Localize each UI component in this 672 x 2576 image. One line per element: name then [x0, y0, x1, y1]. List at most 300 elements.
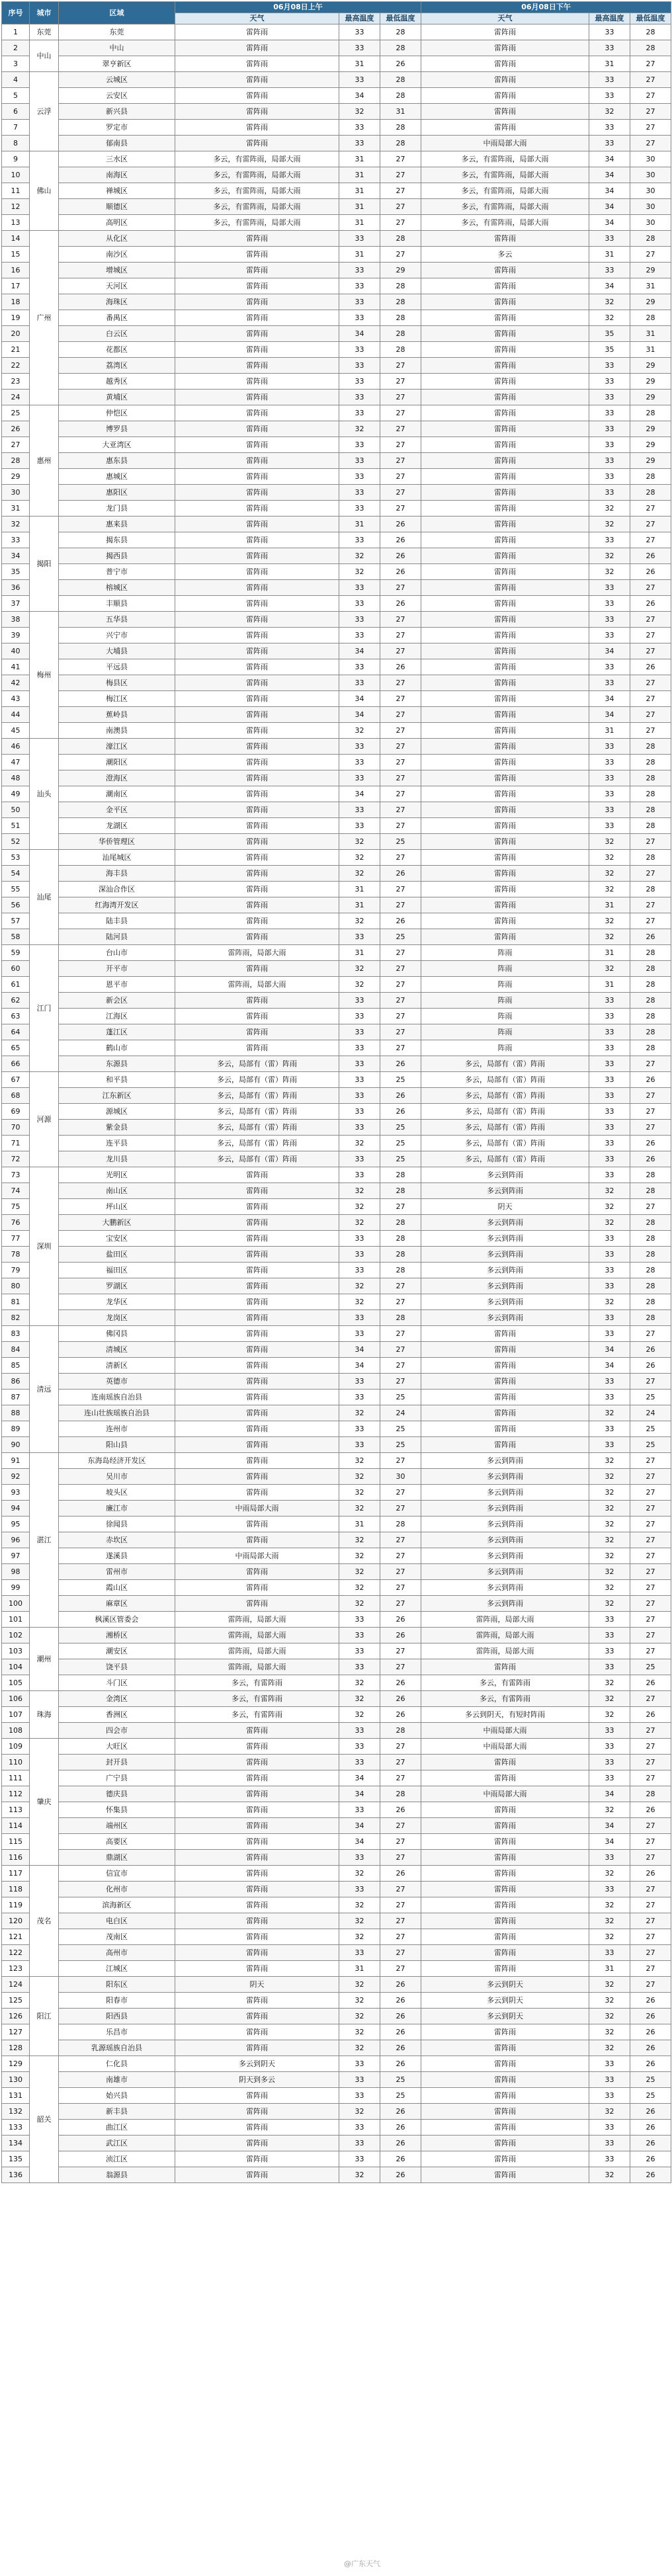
pm-max-temp: 33: [589, 1374, 630, 1390]
pm-weather: 多云到阴天: [421, 1977, 589, 1993]
am-weather: 雷阵雨，局部大雨: [175, 1612, 339, 1628]
table-row: [2, 1707, 671, 1723]
pm-max-temp: 33: [589, 1628, 630, 1643]
district-name: 越秀区: [59, 374, 175, 390]
am-weather: 雷阵雨: [175, 1374, 339, 1390]
am-min-temp: 27: [380, 1929, 421, 1945]
pm-max-temp: 33: [589, 1009, 630, 1024]
pm-max-temp: 32: [589, 834, 630, 850]
table-row: [2, 659, 671, 675]
pm-min-temp: 26: [630, 1072, 671, 1088]
am-min-temp: 27: [380, 691, 421, 707]
am-weather: 多云到阴天: [175, 2056, 339, 2072]
district-name: 龙华区: [59, 1294, 175, 1310]
table-row: [2, 1294, 671, 1310]
district-name: 源城区: [59, 1104, 175, 1120]
am-weather: 雷阵雨: [175, 1263, 339, 1278]
am-weather: 雷阵雨: [175, 310, 339, 326]
am-max-temp: 33: [339, 1151, 380, 1167]
pm-weather: 阵雨: [421, 961, 589, 977]
am-weather: 雷阵雨: [175, 564, 339, 580]
pm-weather: 雷阵雨: [421, 469, 589, 485]
district-name: 蕉岭县: [59, 707, 175, 723]
pm-max-temp: 32: [589, 850, 630, 866]
table-row: [2, 2151, 671, 2167]
pm-min-temp: 27: [630, 1485, 671, 1501]
district-name: 廉江市: [59, 1501, 175, 1517]
pm-min-temp: 27: [630, 1596, 671, 1612]
am-max-temp: 33: [339, 501, 380, 517]
am-min-temp: 27: [380, 469, 421, 485]
table-row: [2, 897, 671, 913]
row-number: 22: [2, 358, 30, 374]
am-min-temp: 26: [380, 1612, 421, 1628]
table-row: [2, 1612, 671, 1628]
district-name: 惠阳区: [59, 485, 175, 501]
pm-weather: 雷阵雨: [421, 405, 589, 421]
district-name: 大鹏新区: [59, 1215, 175, 1231]
am-weather: 雷阵雨: [175, 1437, 339, 1453]
table-row: [2, 453, 671, 469]
header-pm-weather: 天气: [421, 13, 589, 24]
pm-min-temp: 29: [630, 453, 671, 469]
table-row: [2, 2167, 671, 2183]
am-weather: 雷阵雨: [175, 374, 339, 390]
table-row: [2, 739, 671, 755]
weather-forecast-table: [1, 1, 671, 2183]
pm-min-temp: 28: [630, 818, 671, 834]
pm-max-temp: 33: [589, 2056, 630, 2072]
am-min-temp: 28: [380, 24, 421, 40]
pm-min-temp: 27: [630, 1580, 671, 1596]
city-name: 肇庆: [30, 1739, 59, 1866]
am-max-temp: 31: [339, 1517, 380, 1532]
pm-max-temp: 32: [589, 1707, 630, 1723]
row-number: 6: [2, 104, 30, 120]
am-weather: 雷阵雨，局部大雨: [175, 1643, 339, 1659]
am-weather: 雷阵雨: [175, 929, 339, 945]
am-min-temp: 26: [380, 56, 421, 72]
am-weather: 多云，局部有（雷）阵雨: [175, 1072, 339, 1088]
city-name: 珠海: [30, 1691, 59, 1739]
pm-min-temp: 27: [630, 1913, 671, 1929]
district-name: 信宜市: [59, 1866, 175, 1882]
am-weather: 雷阵雨: [175, 1723, 339, 1739]
am-min-temp: 27: [380, 1342, 421, 1358]
am-min-temp: 28: [380, 1310, 421, 1326]
pm-min-temp: 31: [630, 278, 671, 294]
pm-min-temp: 26: [630, 1675, 671, 1691]
am-max-temp: 33: [339, 1612, 380, 1628]
am-min-temp: 27: [380, 755, 421, 770]
table-row: [2, 1977, 671, 1993]
district-name: 湘桥区: [59, 1628, 175, 1643]
pm-weather: 雷阵雨: [421, 596, 589, 612]
row-number: 74: [2, 1183, 30, 1199]
table-row: [2, 580, 671, 596]
row-number: 125: [2, 1993, 30, 2009]
pm-weather: 中雨局部大雨: [421, 1723, 589, 1739]
row-number: 120: [2, 1913, 30, 1929]
table-row: [2, 469, 671, 485]
pm-min-temp: 28: [630, 310, 671, 326]
am-min-temp: 27: [380, 183, 421, 199]
pm-weather: 多云，有雷阵雨，局部大雨: [421, 215, 589, 231]
table-row: [2, 1136, 671, 1151]
pm-min-temp: 27: [630, 866, 671, 882]
am-weather: 雷阵雨: [175, 40, 339, 56]
pm-weather: 雷阵雨: [421, 358, 589, 374]
am-max-temp: 33: [339, 1056, 380, 1072]
am-weather: 雷阵雨: [175, 1580, 339, 1596]
am-weather: 雷阵雨: [175, 1231, 339, 1247]
pm-min-temp: 27: [630, 1564, 671, 1580]
district-name: 中山: [59, 40, 175, 56]
pm-max-temp: 33: [589, 1770, 630, 1786]
pm-min-temp: 26: [630, 564, 671, 580]
pm-weather: 多云到阴天，有短时阵雨: [421, 1707, 589, 1723]
table-row: [2, 2120, 671, 2136]
table-row: [2, 1405, 671, 1421]
pm-min-temp: 27: [630, 580, 671, 596]
am-weather: 多云，有雷阵雨: [175, 1691, 339, 1707]
pm-min-temp: 28: [630, 786, 671, 802]
pm-weather: 雷阵雨: [421, 501, 589, 517]
am-weather: 雷阵雨: [175, 1850, 339, 1866]
am-min-temp: 26: [380, 1088, 421, 1104]
pm-min-temp: 30: [630, 151, 671, 167]
am-max-temp: 33: [339, 1755, 380, 1770]
pm-min-temp: 25: [630, 1390, 671, 1405]
district-name: 澄海区: [59, 770, 175, 786]
row-number: 121: [2, 1929, 30, 1945]
am-min-temp: 28: [380, 1215, 421, 1231]
am-weather: 雷阵雨: [175, 56, 339, 72]
pm-weather: 雷阵雨: [421, 882, 589, 897]
am-min-temp: 27: [380, 1882, 421, 1897]
pm-min-temp: 27: [630, 1850, 671, 1866]
district-name: 封开县: [59, 1755, 175, 1770]
am-weather: 雷阵雨: [175, 1421, 339, 1437]
am-weather: 雷阵雨: [175, 1532, 339, 1548]
table-row: [2, 1342, 671, 1358]
am-weather: 雷阵雨: [175, 1485, 339, 1501]
am-max-temp: 32: [339, 1453, 380, 1469]
am-weather: 雷阵雨: [175, 1897, 339, 1913]
pm-min-temp: 28: [630, 1294, 671, 1310]
am-min-temp: 25: [380, 1151, 421, 1167]
am-weather: 雷阵雨: [175, 755, 339, 770]
am-min-temp: 26: [380, 1056, 421, 1072]
am-max-temp: 32: [339, 1564, 380, 1580]
am-min-temp: 27: [380, 644, 421, 659]
row-number: 63: [2, 1009, 30, 1024]
pm-weather: 雷阵雨: [421, 120, 589, 136]
pm-min-temp: 27: [630, 1056, 671, 1072]
district-name: 东海岛经济开发区: [59, 1453, 175, 1469]
pm-min-temp: 30: [630, 167, 671, 183]
pm-weather: 多云，局部有（雷）阵雨: [421, 1088, 589, 1104]
district-name: 台山市: [59, 945, 175, 961]
row-number: 128: [2, 2040, 30, 2056]
pm-max-temp: 32: [589, 1453, 630, 1469]
table-row: [2, 1802, 671, 1818]
am-weather: 雷阵雨: [175, 2009, 339, 2024]
city-name: 潮州: [30, 1628, 59, 1691]
district-name: 和平县: [59, 1072, 175, 1088]
row-number: 11: [2, 183, 30, 199]
district-name: 海珠区: [59, 294, 175, 310]
table-row: [2, 1088, 671, 1104]
am-weather: 雷阵雨: [175, 453, 339, 469]
table-row: [2, 1247, 671, 1263]
am-max-temp: 31: [339, 882, 380, 897]
am-weather: 雷阵雨: [175, 612, 339, 628]
am-min-temp: 27: [380, 675, 421, 691]
am-max-temp: 33: [339, 1945, 380, 1961]
district-name: 雷州市: [59, 1564, 175, 1580]
row-number: 24: [2, 390, 30, 405]
pm-min-temp: 27: [630, 1469, 671, 1485]
pm-max-temp: 34: [589, 151, 630, 167]
pm-min-temp: 27: [630, 1532, 671, 1548]
district-name: 惠东县: [59, 453, 175, 469]
row-number: 122: [2, 1945, 30, 1961]
pm-min-temp: 29: [630, 294, 671, 310]
am-min-temp: 25: [380, 1437, 421, 1453]
pm-weather: 雷阵雨: [421, 2024, 589, 2040]
pm-min-temp: 27: [630, 707, 671, 723]
pm-min-temp: 27: [630, 532, 671, 548]
pm-min-temp: 26: [630, 1866, 671, 1882]
am-weather: 雷阵雨: [175, 2151, 339, 2167]
row-number: 16: [2, 263, 30, 278]
am-max-temp: 34: [339, 1786, 380, 1802]
am-weather: 多云，有雷阵雨，局部大雨: [175, 183, 339, 199]
district-name: 连平县: [59, 1136, 175, 1151]
pm-min-temp: 28: [630, 1024, 671, 1040]
am-weather: 雷阵雨，局部大雨: [175, 1628, 339, 1643]
pm-weather: 雷阵雨: [421, 834, 589, 850]
row-number: 58: [2, 929, 30, 945]
pm-max-temp: 33: [589, 390, 630, 405]
table-row: [2, 40, 671, 56]
district-name: 潮阳区: [59, 755, 175, 770]
header-am-period: 06月08日上午: [175, 2, 421, 13]
am-weather: 雷阵雨: [175, 707, 339, 723]
row-number: 93: [2, 1485, 30, 1501]
table-row: [2, 1755, 671, 1770]
pm-min-temp: 28: [630, 1278, 671, 1294]
pm-max-temp: 33: [589, 1056, 630, 1072]
row-number: 47: [2, 755, 30, 770]
pm-weather: 雷阵雨: [421, 739, 589, 755]
pm-weather: 中雨局部大雨: [421, 136, 589, 151]
pm-weather: 雷阵雨: [421, 263, 589, 278]
pm-weather: 多云到阵雨: [421, 1278, 589, 1294]
pm-max-temp: 33: [589, 532, 630, 548]
am-max-temp: 33: [339, 24, 380, 40]
pm-min-temp: 25: [630, 1437, 671, 1453]
am-min-temp: 27: [380, 961, 421, 977]
pm-max-temp: 33: [589, 1390, 630, 1405]
pm-weather: 雷阵雨: [421, 1802, 589, 1818]
district-name: 徐闻县: [59, 1517, 175, 1532]
pm-weather: 雷阵雨: [421, 104, 589, 120]
am-max-temp: 34: [339, 1342, 380, 1358]
district-name: 新会区: [59, 993, 175, 1009]
am-max-temp: 32: [339, 2009, 380, 2024]
table-row: [2, 390, 671, 405]
city-name: 佛山: [30, 151, 59, 231]
am-weather: 雷阵雨: [175, 1739, 339, 1755]
district-name: 顺德区: [59, 199, 175, 215]
pm-min-temp: 27: [630, 72, 671, 88]
pm-weather: 雷阵雨: [421, 913, 589, 929]
pm-min-temp: 27: [630, 1199, 671, 1215]
district-name: 番禺区: [59, 310, 175, 326]
am-weather: 雷阵雨: [175, 1834, 339, 1850]
header-pm-max-temp: 最高温度: [589, 13, 630, 24]
pm-weather: 阵雨: [421, 945, 589, 961]
pm-max-temp: 33: [589, 1072, 630, 1088]
am-min-temp: 27: [380, 1453, 421, 1469]
table-row: [2, 675, 671, 691]
pm-max-temp: 33: [589, 421, 630, 437]
am-max-temp: 31: [339, 199, 380, 215]
am-weather: 雷阵雨: [175, 802, 339, 818]
pm-min-temp: 27: [630, 913, 671, 929]
table-row: [2, 2024, 671, 2040]
am-min-temp: 28: [380, 1263, 421, 1278]
pm-min-temp: 27: [630, 1326, 671, 1342]
table-row: [2, 1850, 671, 1866]
table-row: [2, 437, 671, 453]
pm-max-temp: 33: [589, 2151, 630, 2167]
district-name: 新兴县: [59, 104, 175, 120]
table-row: [2, 2040, 671, 2056]
pm-max-temp: 33: [589, 1882, 630, 1897]
pm-max-temp: 33: [589, 469, 630, 485]
pm-weather: 雷阵雨: [421, 326, 589, 342]
pm-max-temp: 33: [589, 358, 630, 374]
pm-max-temp: 34: [589, 1342, 630, 1358]
pm-weather: 多云到阵雨: [421, 1247, 589, 1263]
pm-min-temp: 29: [630, 437, 671, 453]
am-min-temp: 29: [380, 263, 421, 278]
row-number: 112: [2, 1786, 30, 1802]
am-min-temp: 28: [380, 40, 421, 56]
row-number: 84: [2, 1342, 30, 1358]
am-max-temp: 32: [339, 1691, 380, 1707]
pm-max-temp: 35: [589, 342, 630, 358]
table-row: [2, 1818, 671, 1834]
am-min-temp: 27: [380, 739, 421, 755]
row-number: 51: [2, 818, 30, 834]
pm-max-temp: 32: [589, 1897, 630, 1913]
am-max-temp: 33: [339, 818, 380, 834]
pm-weather: 雷阵雨: [421, 1374, 589, 1390]
pm-min-temp: 28: [630, 1009, 671, 1024]
am-max-temp: 32: [339, 1469, 380, 1485]
am-max-temp: 33: [339, 278, 380, 294]
pm-max-temp: 33: [589, 612, 630, 628]
row-number: 101: [2, 1612, 30, 1628]
am-weather: 雷阵雨: [175, 1310, 339, 1326]
row-number: 127: [2, 2024, 30, 2040]
pm-weather: 雷阵雨: [421, 390, 589, 405]
am-max-temp: 31: [339, 151, 380, 167]
row-number: 131: [2, 2088, 30, 2104]
row-number: 43: [2, 691, 30, 707]
row-number: 132: [2, 2104, 30, 2120]
am-min-temp: 27: [380, 1485, 421, 1501]
pm-weather: 雷阵雨: [421, 850, 589, 866]
pm-weather: 多云到阵雨: [421, 1517, 589, 1532]
am-min-temp: 27: [380, 1278, 421, 1294]
district-name: 高州市: [59, 1945, 175, 1961]
city-name: 惠州: [30, 405, 59, 517]
am-max-temp: 32: [339, 1897, 380, 1913]
district-name: 从化区: [59, 231, 175, 247]
district-name: 海丰县: [59, 866, 175, 882]
row-number: 29: [2, 469, 30, 485]
pm-weather: 雷阵雨: [421, 866, 589, 882]
am-max-temp: 32: [339, 1548, 380, 1564]
am-weather: 雷阵雨: [175, 786, 339, 802]
pm-max-temp: 33: [589, 739, 630, 755]
am-weather: 雷阵雨: [175, 1215, 339, 1231]
pm-min-temp: 26: [630, 2136, 671, 2151]
am-weather: 雷阵雨: [175, 532, 339, 548]
pm-max-temp: 33: [589, 88, 630, 104]
pm-min-temp: 28: [630, 961, 671, 977]
am-min-temp: 26: [380, 1802, 421, 1818]
pm-weather: 雷阵雨，局部大雨: [421, 1612, 589, 1628]
pm-min-temp: 27: [630, 675, 671, 691]
am-max-temp: 33: [339, 231, 380, 247]
table-row: [2, 913, 671, 929]
pm-weather: 中雨局部大雨: [421, 1786, 589, 1802]
pm-max-temp: 33: [589, 1024, 630, 1040]
district-name: 东源县: [59, 1056, 175, 1072]
am-min-temp: 27: [380, 1659, 421, 1675]
pm-max-temp: 33: [589, 1104, 630, 1120]
pm-min-temp: 28: [630, 1247, 671, 1263]
pm-min-temp: 27: [630, 1501, 671, 1517]
pm-weather: 雷阵雨: [421, 1659, 589, 1675]
table-row: [2, 326, 671, 342]
am-max-temp: 33: [339, 40, 380, 56]
am-min-temp: 28: [380, 342, 421, 358]
pm-min-temp: 26: [630, 2056, 671, 2072]
pm-min-temp: 28: [630, 1040, 671, 1056]
am-max-temp: 33: [339, 1437, 380, 1453]
am-min-temp: 27: [380, 1850, 421, 1866]
am-weather: 雷阵雨: [175, 326, 339, 342]
pm-weather: 雷阵雨: [421, 691, 589, 707]
pm-weather: 雷阵雨: [421, 88, 589, 104]
district-name: 云安区: [59, 88, 175, 104]
district-name: 花都区: [59, 342, 175, 358]
row-number: 37: [2, 596, 30, 612]
pm-weather: 雷阵雨: [421, 707, 589, 723]
pm-max-temp: 32: [589, 1929, 630, 1945]
pm-min-temp: 27: [630, 612, 671, 628]
am-weather: 雷阵雨: [175, 723, 339, 739]
am-weather: 雷阵雨: [175, 278, 339, 294]
am-max-temp: 33: [339, 1628, 380, 1643]
